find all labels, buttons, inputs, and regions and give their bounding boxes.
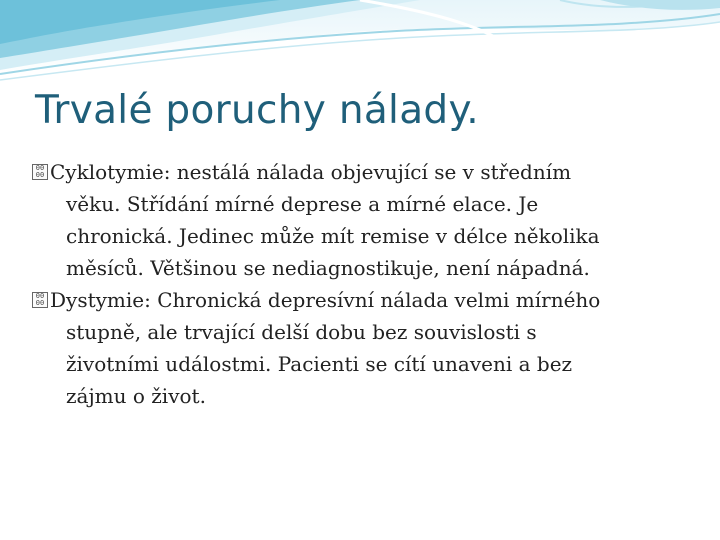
bullet-line: chronická. Jedinec může mít remise v délce několika: [66, 224, 600, 248]
wave-header-icon: [0, 0, 720, 90]
bullet-line: životními událostmi. Pacienti se cítí unaveni a bez: [66, 352, 573, 376]
bullet-line: Dystymie: Chronická depresívní nálada velmi mírného: [50, 288, 601, 312]
bullet-item-cyklotymie: [32, 156, 692, 284]
bullet-line: zájmu o život.: [66, 384, 206, 408]
bullet-item-dystymie: [32, 284, 692, 412]
bullet-line: měsíců. Většinou se nediagnostikuje, není nápadná.: [66, 256, 590, 280]
bullet-line: Cyklotymie: nestálá nálada objevující se v středním: [50, 160, 572, 184]
bullet-line: stupně, ale trvající delší dobu bez souvislosti s: [66, 320, 537, 344]
missing-glyph-box-icon: 00 00: [32, 164, 48, 180]
missing-glyph-box-icon: 00 00: [32, 292, 48, 308]
bullet-list: [32, 156, 692, 412]
bullet-line: věku. Střídání mírné deprese a mírné elace. Je: [66, 192, 539, 216]
slide-title: Trvalé poruchy nálady.: [35, 88, 479, 133]
